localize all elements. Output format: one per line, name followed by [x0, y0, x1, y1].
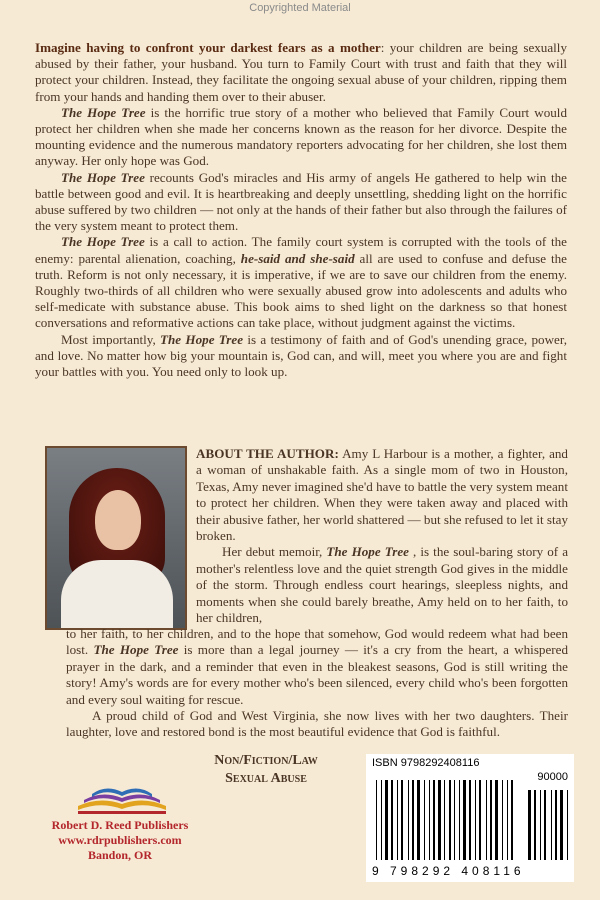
blurb-paragraph-2 [35, 105, 567, 170]
about-paragraph-3: A proud child of God and West Virginia, she now lives with her two daughters. Their laughter, love and restored bond is the most beautiful evidence that God is faithful. [66, 708, 568, 740]
about-paragraph-2-continued [66, 626, 568, 708]
isbn-label: ISBN 9798292408116 [372, 757, 480, 769]
about-p2-text-c: to her faith, to her children, and to the hope that somehow, God would redeem what had been lost. [66, 626, 568, 658]
book-title: The Hope Tree [61, 234, 145, 250]
author-photo-body [61, 560, 173, 630]
about-p2-text-b: , is the soul-baring story of a mother's relentless love and the quiet strength God gives in the middle of the storm. Through endless court hearings, sleepless nights, and moments when she could barely breathe, Amy held on to her faith, to her children, [196, 544, 568, 626]
price-code: 90000 [537, 771, 568, 783]
author-photo-face [95, 490, 141, 550]
about-p2-text-d: is more than a legal journey — it's a cry from the heart, a whispered prayer in the dark, and a reminder that even in the bleakest seasons, God is still writing the story! Amy's words are for every mother who's been silenced, every child who's been forgotten and every soul waiting for rescue. [66, 642, 568, 707]
back-cover-blurb [35, 40, 567, 380]
publisher-logo [70, 776, 174, 816]
isbn-barcode [366, 754, 574, 882]
blurb-p1-text: : your children are being sexually abused by their father, your husband. You turn to Family Court with trust and faith that they will protect your children. Instead, they facilitate the ongoing sexual abuse of your children, ripping them from your hands and handing them over to their abuser. [35, 40, 567, 104]
blurb-p4-text: is a call to action. The family court system is corrupted with the tools of the enemy: parental alienation, coaching, [35, 234, 567, 266]
about-paragraph-2 [196, 544, 568, 626]
blurb-emphasis: he-said and she-said [240, 250, 355, 266]
category-line-1: Non/Fiction/Law [214, 753, 318, 768]
about-p2-text: Her debut memoir, [222, 544, 327, 560]
barcode-digits: 9 798292 408116 [372, 864, 525, 878]
blurb-paragraph-4 [35, 234, 567, 331]
barcode-bars [374, 772, 570, 864]
about-paragraph-1 [196, 446, 568, 544]
genre-category [196, 752, 336, 788]
blurb-p5-text: Most importantly, [61, 331, 161, 347]
author-photo [45, 446, 187, 630]
book-title: The Hope Tree [93, 642, 179, 658]
blurb-paragraph-1 [35, 40, 567, 105]
about-heading: ABOUT THE AUTHOR: [196, 446, 339, 461]
publisher-info [40, 818, 200, 863]
publisher-location: Bandon, OR [87, 848, 153, 862]
blurb-paragraph-5 [35, 332, 567, 381]
publisher-name: Robert D. Reed Publishers [51, 818, 189, 832]
blurb-p2-text: is the horrific true story of a mother who believed that Family Court would protect her children when she made her concerns known as the reason for her divorce. Despite the mounting evidence and the numerous mandatory reporters advocating for her children, she lost them anyway. Her only hope was God. [35, 104, 567, 169]
publisher-url: www.rdrpublishers.com [58, 833, 182, 847]
book-title: The Hope Tree [61, 104, 146, 120]
book-title: The Hope Tree [61, 169, 145, 185]
category-line-2: Sexual Abuse [225, 771, 307, 786]
blurb-p4-text-b: all are used to confuse and defuse the truth. Reform is not only necessary, it is imperative, if we are to save our children from the enemy. Roughly two-thirds of all children who were sexually abused grow into adolescents and adults who self-medicate with substance abuse. This book aims to shed light on the darkness so that honest conversations and reformative actions can take place, without judgment against the victims. [35, 250, 567, 331]
copyright-watermark: Copyrighted Material [249, 2, 351, 14]
book-title: The Hope Tree [160, 331, 244, 347]
about-author-continued [66, 626, 568, 741]
blurb-paragraph-3 [35, 170, 567, 235]
book-title: The Hope Tree [326, 544, 409, 560]
about-p1-text: Amy L Harbour is a mother, a fighter, and a woman of unshakable faith. As a single mom of two in Houston, Texas, Amy never imagined she'd have to battle the very system meant to protect her children. When they were taken away and placed with their abusive father, her world shattered — but she refused to let it stay broken. [196, 446, 568, 544]
blurb-p5-text-b: is a testimony of faith and of God's unending grace, power, and love. No matter how big your mountain is, God can, and will, meet you where you are and fight your battles with you. You need only to look up. [35, 331, 567, 380]
blurb-p3-text: recounts God's miracles and His army of angels He gathered to help win the battle between good and evil. It is heartbreaking and deeply unsettling, shedding light on the horrific abuse suffered by two children — not only at the hands of their father but also through the failures of the very system meant to protect them. [35, 169, 567, 234]
blurb-lead: Imagine having to confront your darkest fears as a mother [35, 40, 381, 55]
about-author [196, 446, 568, 626]
